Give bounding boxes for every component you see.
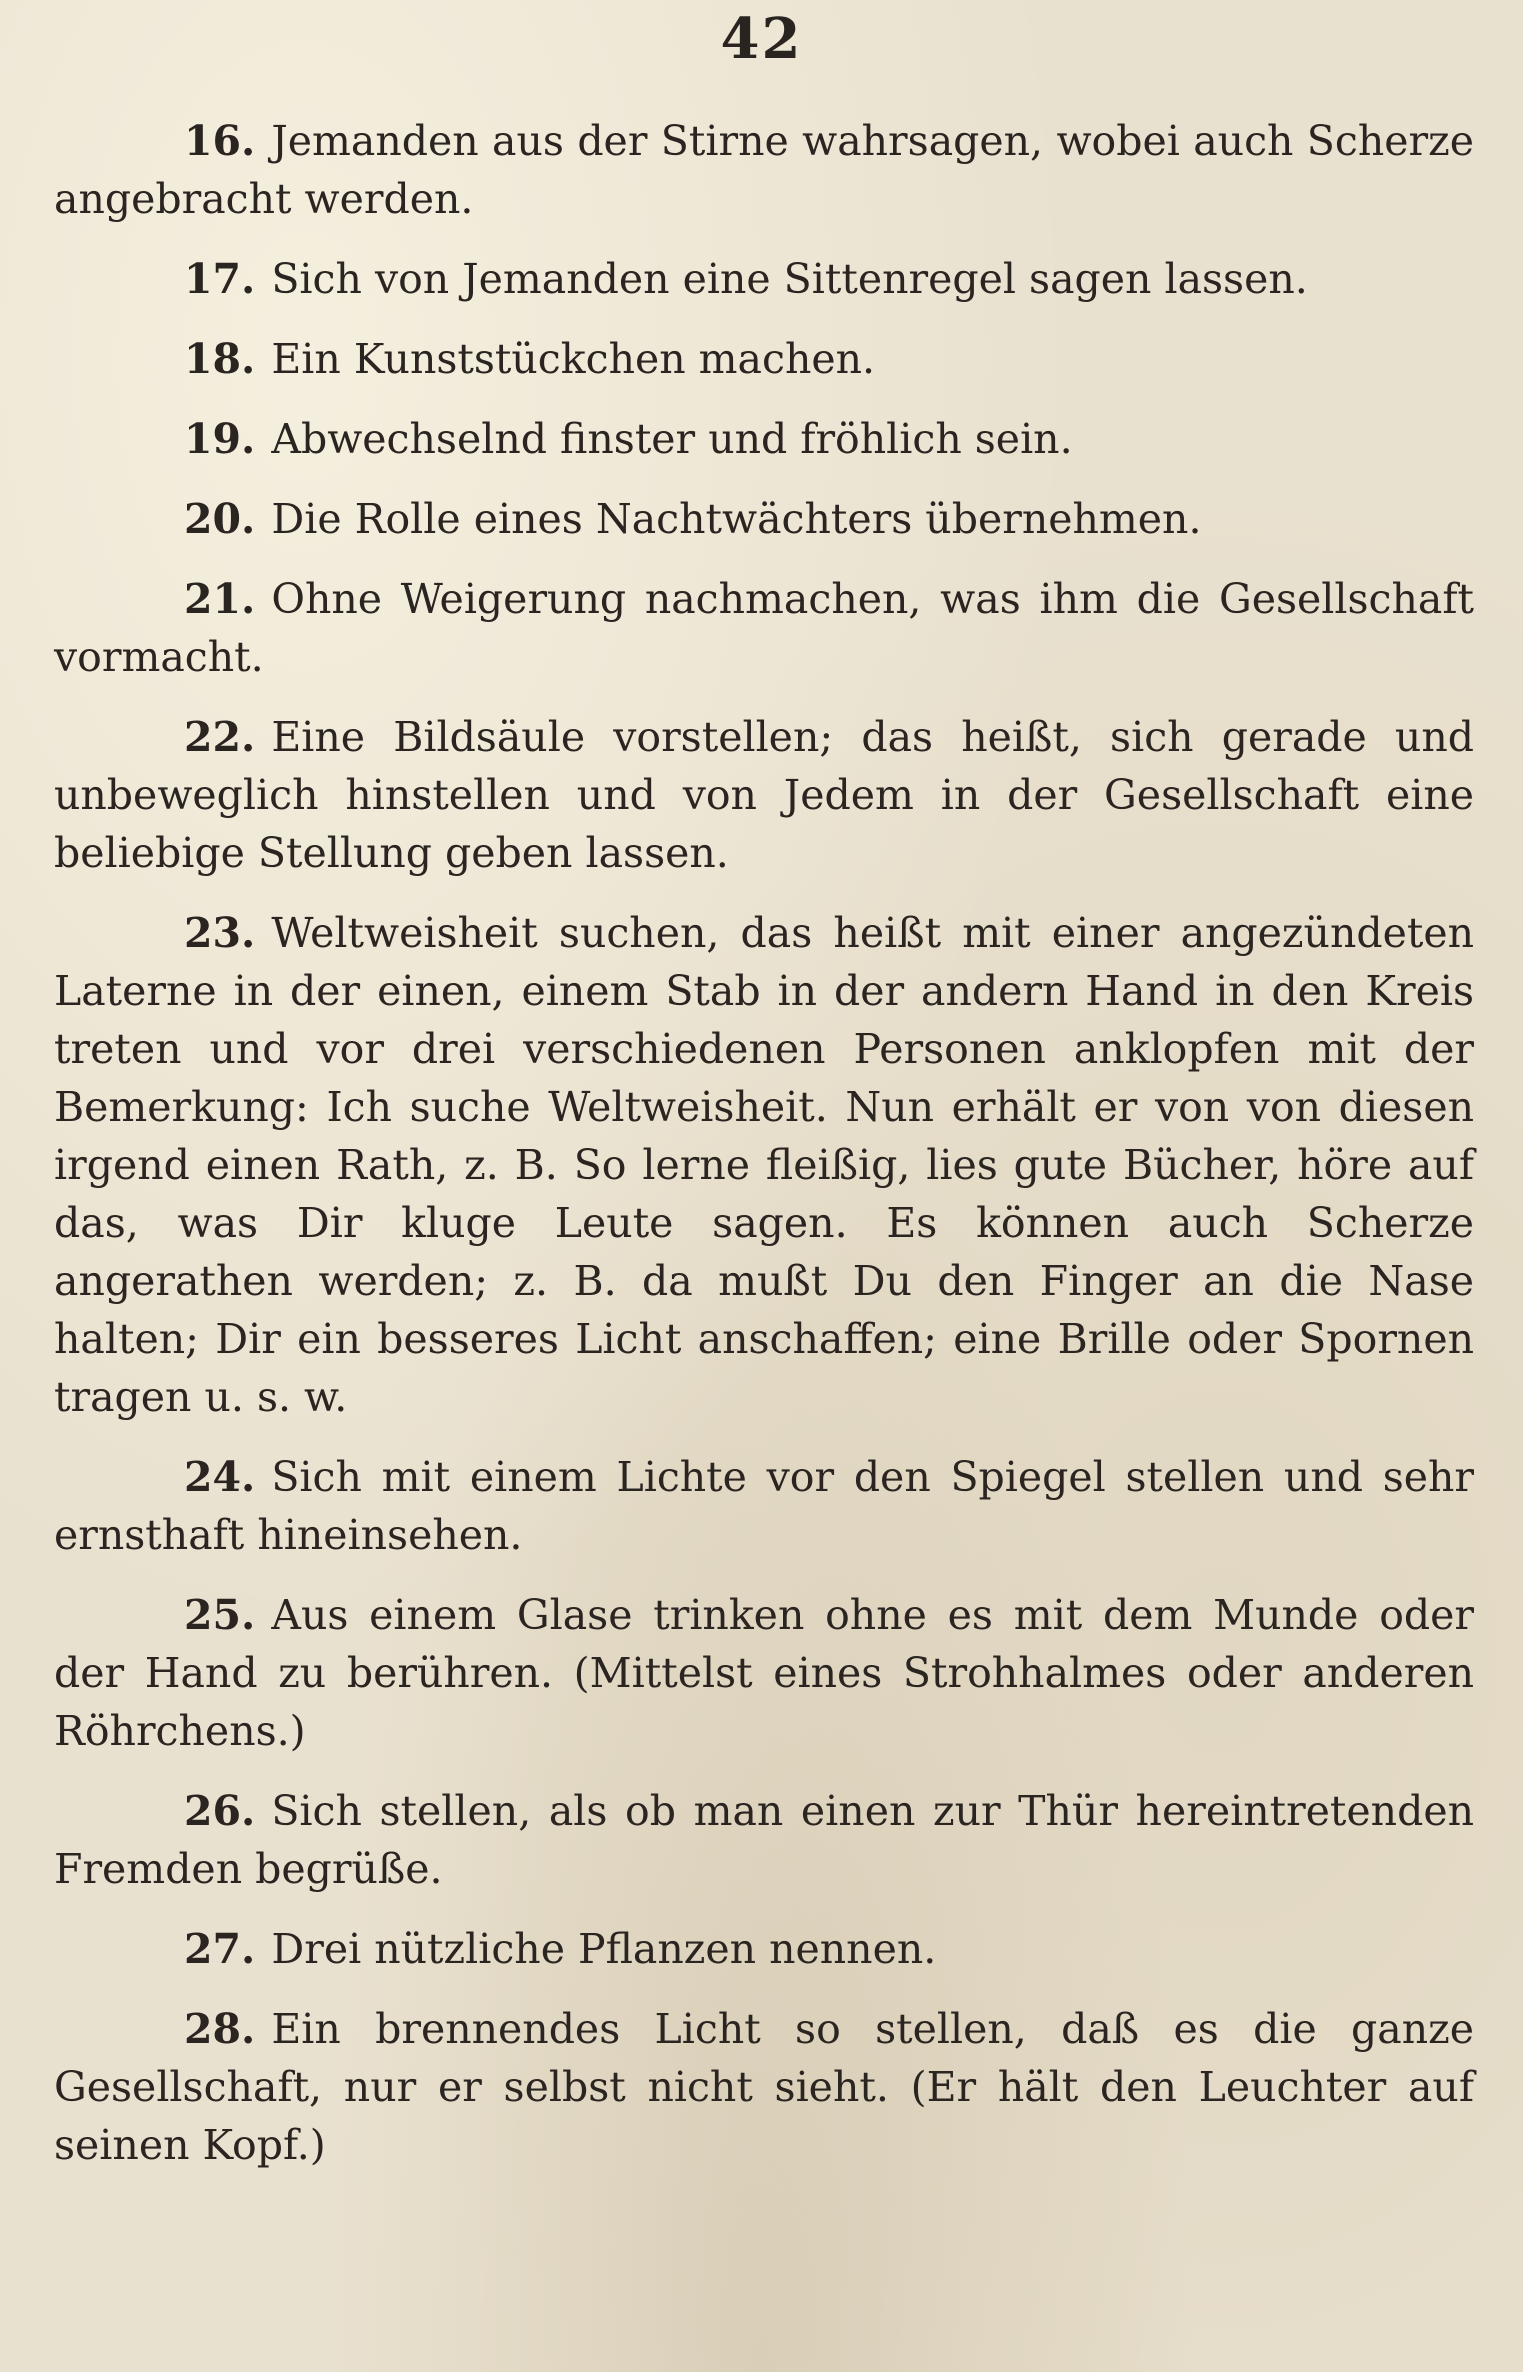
entry-number: 23. — [184, 909, 256, 957]
entry-text: Sich mit einem Lichte vor den Spiegel stellen und sehr ernsthaft hineinsehen. — [54, 1453, 1474, 1559]
list-item — [54, 490, 1474, 548]
entry-text: Ohne Weigerung nachmachen, was ihm die Gesellschaft vormacht. — [54, 575, 1474, 681]
entry-text: Drei nützliche Pflanzen nennen. — [271, 1925, 937, 1973]
list-item — [54, 2000, 1474, 2174]
entry-text: Eine Bildsäule vorstellen; das heißt, sich gerade und unbeweglich hinstellen und von Jedem in der Gesellschaft eine beliebige Stellung geben lassen. — [54, 713, 1474, 877]
list-item — [54, 250, 1474, 308]
entry-text: Die Rolle eines Nachtwächters übernehmen. — [271, 495, 1202, 543]
list-item — [54, 1586, 1474, 1760]
list-item — [54, 1920, 1474, 1978]
entry-number: 27. — [184, 1925, 256, 1973]
list-item — [54, 1448, 1474, 1564]
entry-number: 26. — [184, 1787, 256, 1835]
entry-number: 17. — [184, 255, 256, 303]
entry-number: 16. — [184, 117, 256, 165]
entry-text: Jemanden aus der Stirne wahrsagen, wobei auch Scherze angebracht werden. — [54, 117, 1474, 223]
list-item — [54, 1782, 1474, 1898]
entry-number: 18. — [184, 335, 256, 383]
entry-number: 22. — [184, 713, 256, 761]
entry-number: 25. — [184, 1591, 256, 1639]
entry-text: Ein brennendes Licht so stellen, daß es die ganze Gesellschaft, nur er selbst nicht sieht. (Er hält den Leuchter auf seinen Kopf.) — [54, 2005, 1474, 2169]
list-item — [54, 570, 1474, 686]
entry-text: Weltweisheit suchen, das heißt mit einer angezündeten Laterne in der einen, einem Stab in der andern Hand in den Kreis treten und vor drei verschiedenen Personen anklopfen mit der Bemerkung: Ich suche Weltweisheit. Nun erhält er von von diesen irgend einen Rath, z. B. So lerne fleißig, lies gute Bücher, höre auf das, was Dir kluge Leute sagen. Es können auch Scherze angerathen werden; z. B. da mußt Du den Finger an die Nase halten; Dir ein besseres Licht anschaffen; eine Brille oder Spornen tragen u. s. w. — [54, 909, 1474, 1421]
entry-number: 20. — [184, 495, 256, 543]
entry-number: 28. — [184, 2005, 256, 2053]
entry-number: 19. — [184, 415, 256, 463]
list-item — [54, 112, 1474, 228]
entry-number: 24. — [184, 1453, 256, 1501]
entry-text: Abwechselnd finster und fröhlich sein. — [271, 415, 1073, 463]
entry-text: Sich von Jemanden eine Sittenregel sagen lassen. — [271, 255, 1308, 303]
list-item — [54, 410, 1474, 468]
list-item — [54, 904, 1474, 1426]
entry-list — [54, 112, 1474, 2196]
list-item — [54, 330, 1474, 388]
entry-text: Ein Kunststückchen machen. — [271, 335, 876, 383]
entry-text: Sich stellen, als ob man einen zur Thür hereintretenden Fremden begrüße. — [54, 1787, 1474, 1893]
list-item — [54, 708, 1474, 882]
entry-number: 21. — [184, 575, 256, 623]
page-number: 42 — [720, 6, 803, 72]
entry-text: Aus einem Glase trinken ohne es mit dem Munde oder der Hand zu berühren. (Mittelst eines Strohhalmes oder anderen Röhrchens.) — [54, 1591, 1474, 1755]
